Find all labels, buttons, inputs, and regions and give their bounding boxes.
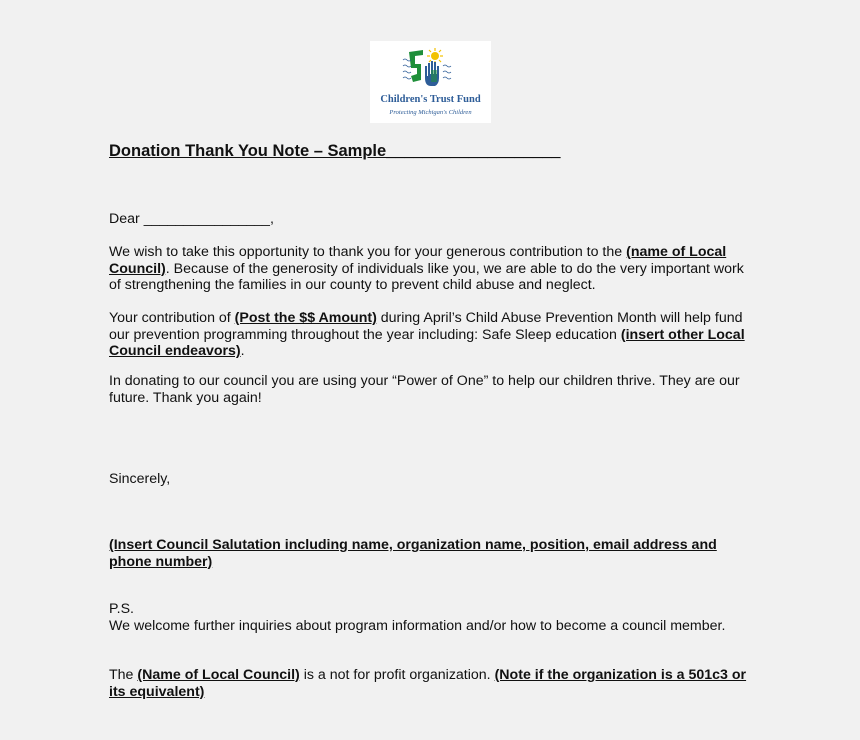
placeholder-501c3-note: (Note if the organization is a 501c3 or its equivalent) [109,667,747,700]
hands-sun-icon [401,46,461,94]
ps-text: We welcome further inquiries about program information and/or how to become a council member. [109,618,726,634]
document-title: Donation Thank You Note – Sample___________________ [109,142,561,160]
paragraph-thanks [109,244,759,294]
logo-tagline: Protecting Michigan's Children [389,109,472,116]
footer-note [109,667,759,700]
footer-text-1: The [109,667,138,683]
paragraph-contribution-text-2: during April’s Child Abuse Prevention Month will help fund our prevention programming throughout the year including: Safe Sleep education [109,310,743,343]
logo-name: Children's Trust Fund [380,94,481,105]
childrens-trust-fund-logo [370,41,491,123]
ps-label: P.S. [109,601,134,617]
placeholder-local-council-name: (name of Local Council) [109,244,727,277]
footer-text-2: is a not for profit organization. [299,667,495,683]
placeholder-local-council-name-footer: (Name of Local Council) [137,667,300,683]
paragraph-thanks-text-1: We wish to take this opportunity to thank you for your generous contribution to the [109,244,627,260]
paragraph-contribution-text-1: Your contribution of [109,310,235,326]
paragraph-power-of-one: In donating to our council you are using your “Power of One” to help our children thrive. They are our future. Thank you again! [109,373,740,406]
paragraph-thanks-text-2: . Because of the generosity of individuals like you, we are able to do the very important work of strengthening the families in our county to prevent child abuse and neglect. [109,260,744,293]
paragraph-contribution [109,310,759,360]
paragraph-contribution-text-3: . [240,343,245,359]
signature-placeholder: (Insert Council Salutation including name, organization name, position, email address and phone number) [109,537,717,570]
placeholder-amount: (Post the $$ Amount) [234,310,377,326]
placeholder-council-endeavors: (insert other Local Council endeavors) [109,326,745,359]
greeting: Dear ________________, [109,211,274,227]
closing: Sincerely, [109,471,171,487]
